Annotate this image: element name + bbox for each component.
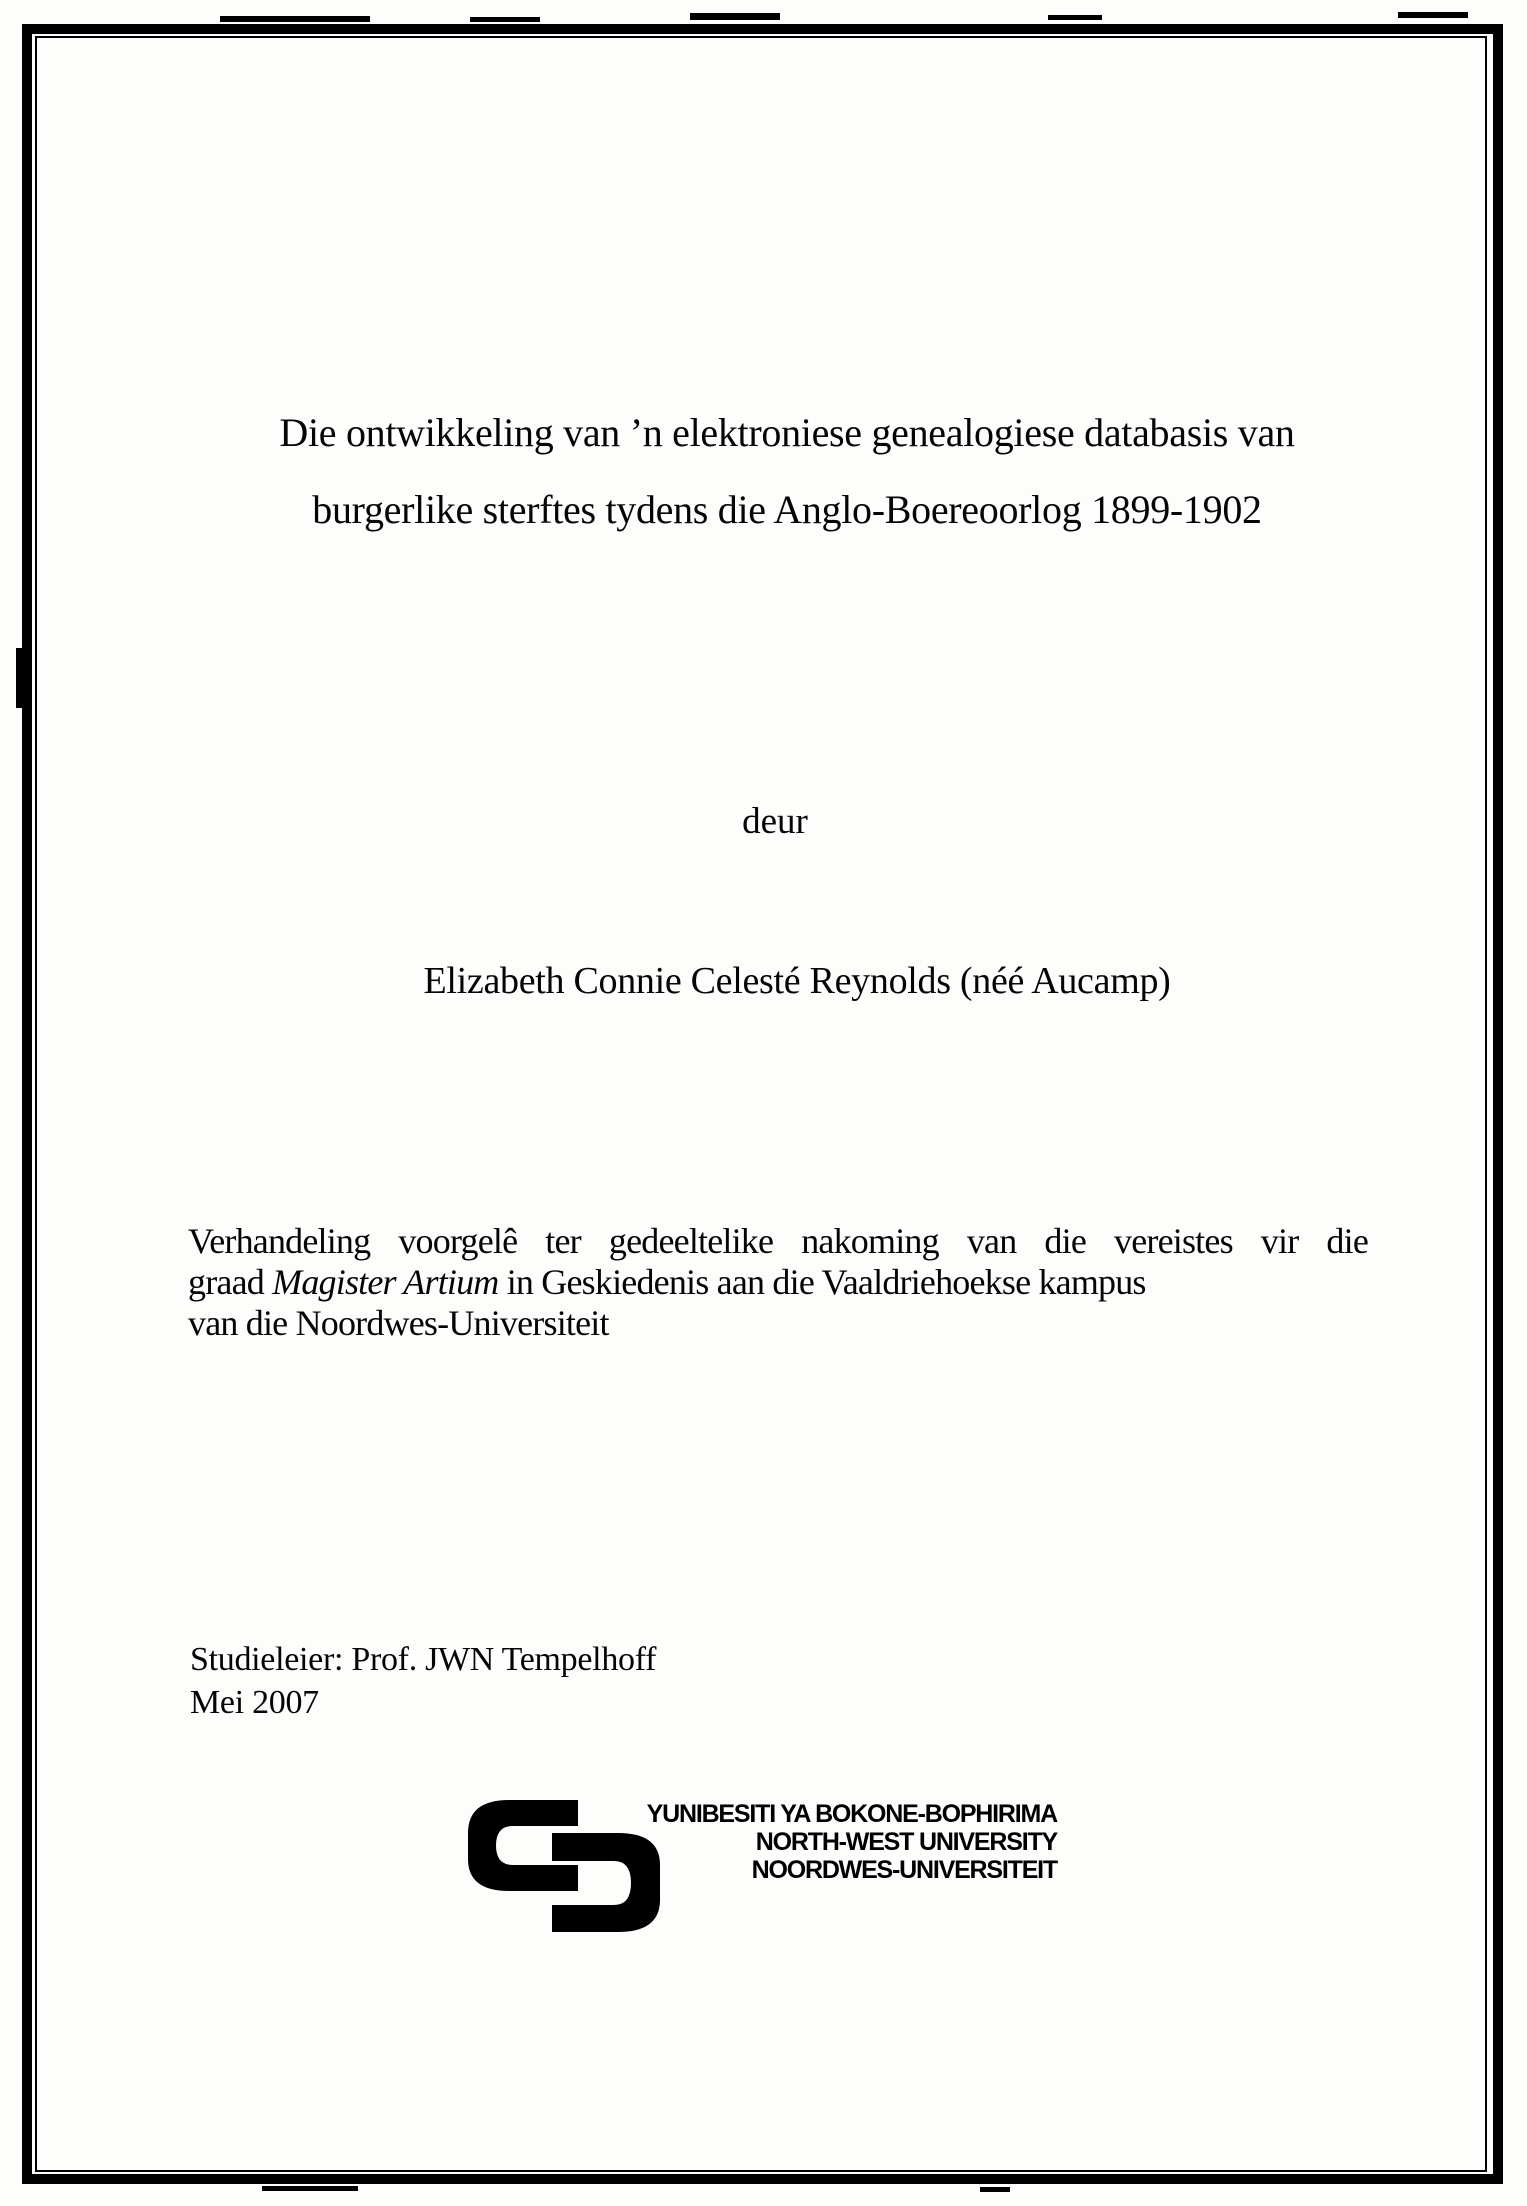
scan-artifact (980, 2187, 1010, 2192)
byline-label: deur (742, 801, 808, 842)
submission-statement-line1: Verhandeling voorgelê ter gedeeltelike nakoming van die vereistes vir die (188, 1221, 1368, 1261)
submission-statement (188, 1221, 1368, 1344)
scan-artifact (16, 648, 23, 708)
scan-artifact (1398, 12, 1468, 18)
supervisor-block (190, 1638, 656, 1724)
university-logo (465, 1797, 1105, 1957)
scan-artifact (470, 17, 540, 22)
scan-artifact (262, 2186, 358, 2191)
thesis-title (90, 394, 1484, 548)
university-name-setswana: YUNIBESITI YA BOKONE-BOPHIRIMA (646, 1800, 1057, 1828)
submission-statement-line3: van die Noordwes-Universiteit (188, 1303, 609, 1343)
scan-artifact (1048, 15, 1102, 20)
supervisor-line: Studieleier: Prof. JWN Tempelhoff (190, 1641, 657, 1678)
university-name-block (592, 1800, 1057, 1884)
scan-artifact (220, 16, 370, 22)
thesis-title-line2: burgerlike sterftes tydens die Anglo-Boereoorlog 1899-1902 (312, 487, 1262, 532)
thesis-title-line1: Die ontwikkeling van ’n elektroniese genealogiese databasis van (279, 410, 1295, 455)
date-line: Mei 2007 (190, 1684, 319, 1721)
university-name-english: NORTH-WEST UNIVERSITY (755, 1828, 1057, 1856)
statement-line2-prefix: graad (188, 1262, 273, 1302)
university-name-afrikaans: NOORDWES-UNIVERSITEIT (751, 1856, 1057, 1884)
statement-line2-suffix: in Geskiedenis aan die Vaaldriehoekse kampus (498, 1262, 1146, 1302)
submission-statement-line2 (188, 1262, 1368, 1303)
author-name: Elizabeth Connie Celesté Reynolds (néé Aucamp) (423, 960, 1171, 1002)
scan-artifact (690, 13, 780, 20)
degree-name-italic: Magister Artium (272, 1262, 499, 1302)
